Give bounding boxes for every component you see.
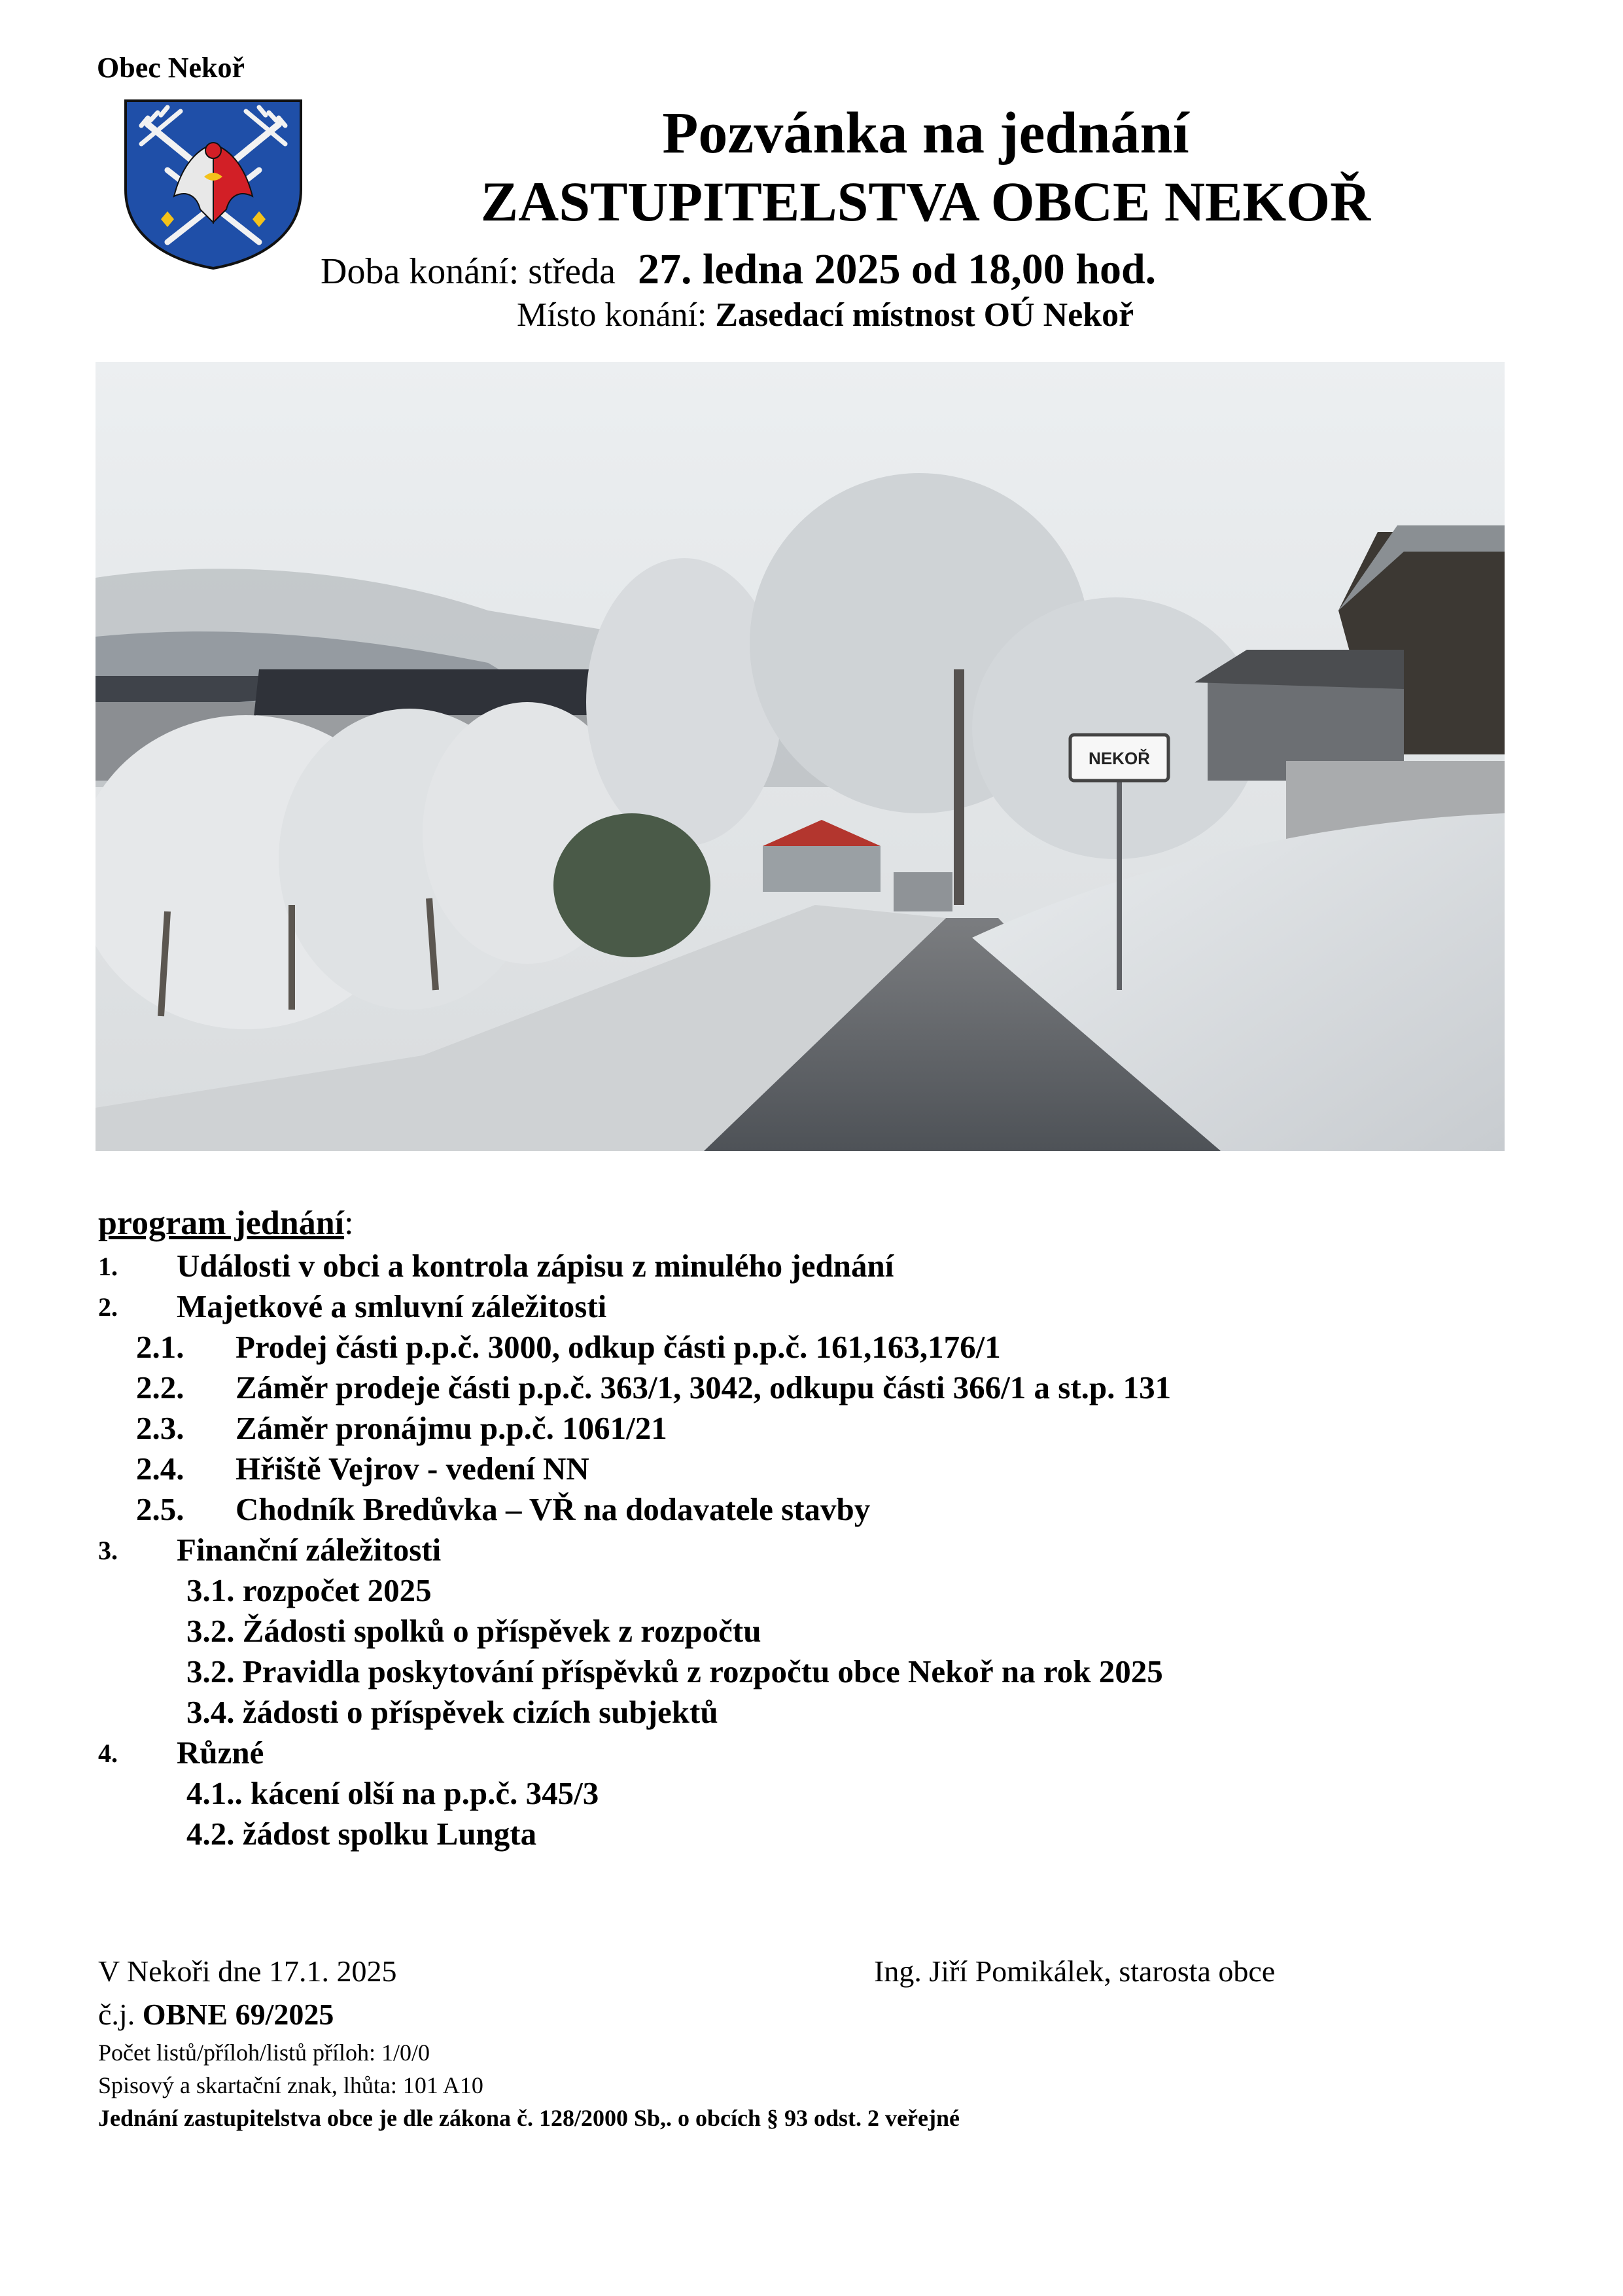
program-item-text: Různé	[177, 1735, 264, 1771]
program-item-number: 2.1.	[136, 1329, 184, 1365]
program-item	[98, 1734, 264, 1771]
program-item-text: 3.4. žádosti o příspěvek cizích subjektů	[186, 1694, 718, 1730]
program-item-text: Majetkové a smluvní záležitosti	[177, 1288, 607, 1324]
meeting-place-label: Místo konání:	[517, 296, 707, 334]
program-item-text: Záměr prodeje části p.p.č. 363/1, 3042, odkupu části 366/1 a st.p. 131	[236, 1369, 1172, 1405]
program-item	[98, 1247, 894, 1284]
program-item	[186, 1775, 599, 1812]
program-heading-colon: :	[344, 1205, 354, 1242]
program-item	[186, 1815, 536, 1852]
meeting-time-label: Doba konání: středa	[321, 251, 616, 292]
meeting-time-value: 27. ledna 2025 od 18,00 hod.	[637, 245, 1157, 293]
program-item-number: 4.	[98, 1739, 118, 1768]
municipality-name: Obec Nekoř	[97, 52, 245, 84]
program-item	[136, 1409, 667, 1447]
program-item-text: Prodej části p.p.č. 3000, odkup části p.p.č. 161,163,176/1	[236, 1329, 1001, 1365]
sheet-count: Počet listů/příloh/listů příloh: 1/0/0	[98, 2040, 430, 2066]
program-item-number: 2.	[98, 1292, 118, 1322]
program-item-text: 4.1.. kácení olší na p.p.č. 345/3	[186, 1775, 599, 1811]
meeting-place	[517, 296, 1134, 334]
program-item-text: Chodník Bredůvka – VŘ na dodavatele stavby	[236, 1491, 871, 1527]
program-item	[186, 1653, 1163, 1690]
reference-label: č.j.	[98, 1998, 143, 2031]
title-line-2: ZASTUPITELSTVA OBCE NEKOŘ	[480, 170, 1371, 233]
reference-number	[98, 1997, 334, 2032]
program-item	[136, 1369, 1172, 1406]
program-item-text: Události v obci a kontrola zápisu z minulého jednání	[177, 1248, 894, 1284]
program-item	[186, 1612, 761, 1650]
program-item-number: 2.2.	[136, 1369, 184, 1405]
village-road-photo	[96, 362, 1505, 1151]
program-item-text: Finanční záležitosti	[177, 1532, 442, 1568]
program-item-number: 2.3.	[136, 1410, 184, 1446]
program-item-number: 3.	[98, 1536, 118, 1565]
program-item-text: 3.2. Pravidla poskytování příspěvků z rozpočtu obce Nekoř na rok 2025	[186, 1653, 1163, 1689]
meeting-time	[321, 245, 1156, 294]
coat-of-arms	[122, 98, 305, 270]
program-item	[136, 1328, 1001, 1366]
program-heading	[98, 1204, 354, 1243]
program-item-text: 4.2. žádost spolku Lungta	[186, 1816, 537, 1852]
program-item-text: Záměr pronájmu p.p.č. 1061/21	[236, 1410, 667, 1446]
program-item-text: 3.1. rozpočet 2025	[186, 1572, 432, 1608]
mayor-signature-line: Ing. Jiří Pomikálek, starosta obce	[874, 1954, 1276, 1988]
village-sign-text: NEKOŘ	[1089, 749, 1150, 768]
program-item-text: Hřiště Vejrov - vedení NN	[236, 1451, 589, 1487]
file-mark: Spisový a skartační znak, lhůta: 101 A10	[98, 2072, 483, 2098]
program-item	[186, 1572, 432, 1609]
reference-value: OBNE 69/2025	[142, 1998, 334, 2031]
program-item	[136, 1491, 871, 1528]
title-line-1: Pozvánka na jednání	[662, 101, 1189, 166]
legal-note: Jednání zastupitelstva obce je dle zákona č. 128/2000 Sb,. o obcích § 93 odst. 2 veřejné	[98, 2105, 960, 2131]
program-item-number: 2.5.	[136, 1491, 184, 1527]
program-heading-text: program jednání	[98, 1205, 345, 1242]
program-item-text: 3.2. Žádosti spolků o příspěvek z rozpočtu	[186, 1613, 761, 1649]
program-item	[98, 1531, 442, 1568]
program-item	[98, 1288, 607, 1325]
program-item-number: 2.4.	[136, 1451, 184, 1487]
program-item	[186, 1693, 718, 1731]
meeting-place-value: Zasedací místnost OÚ Nekoř	[715, 296, 1134, 334]
program-item	[136, 1450, 589, 1487]
program-item-number: 1.	[98, 1252, 118, 1281]
place-and-date: V Nekoři dne 17.1. 2025	[98, 1954, 397, 1988]
